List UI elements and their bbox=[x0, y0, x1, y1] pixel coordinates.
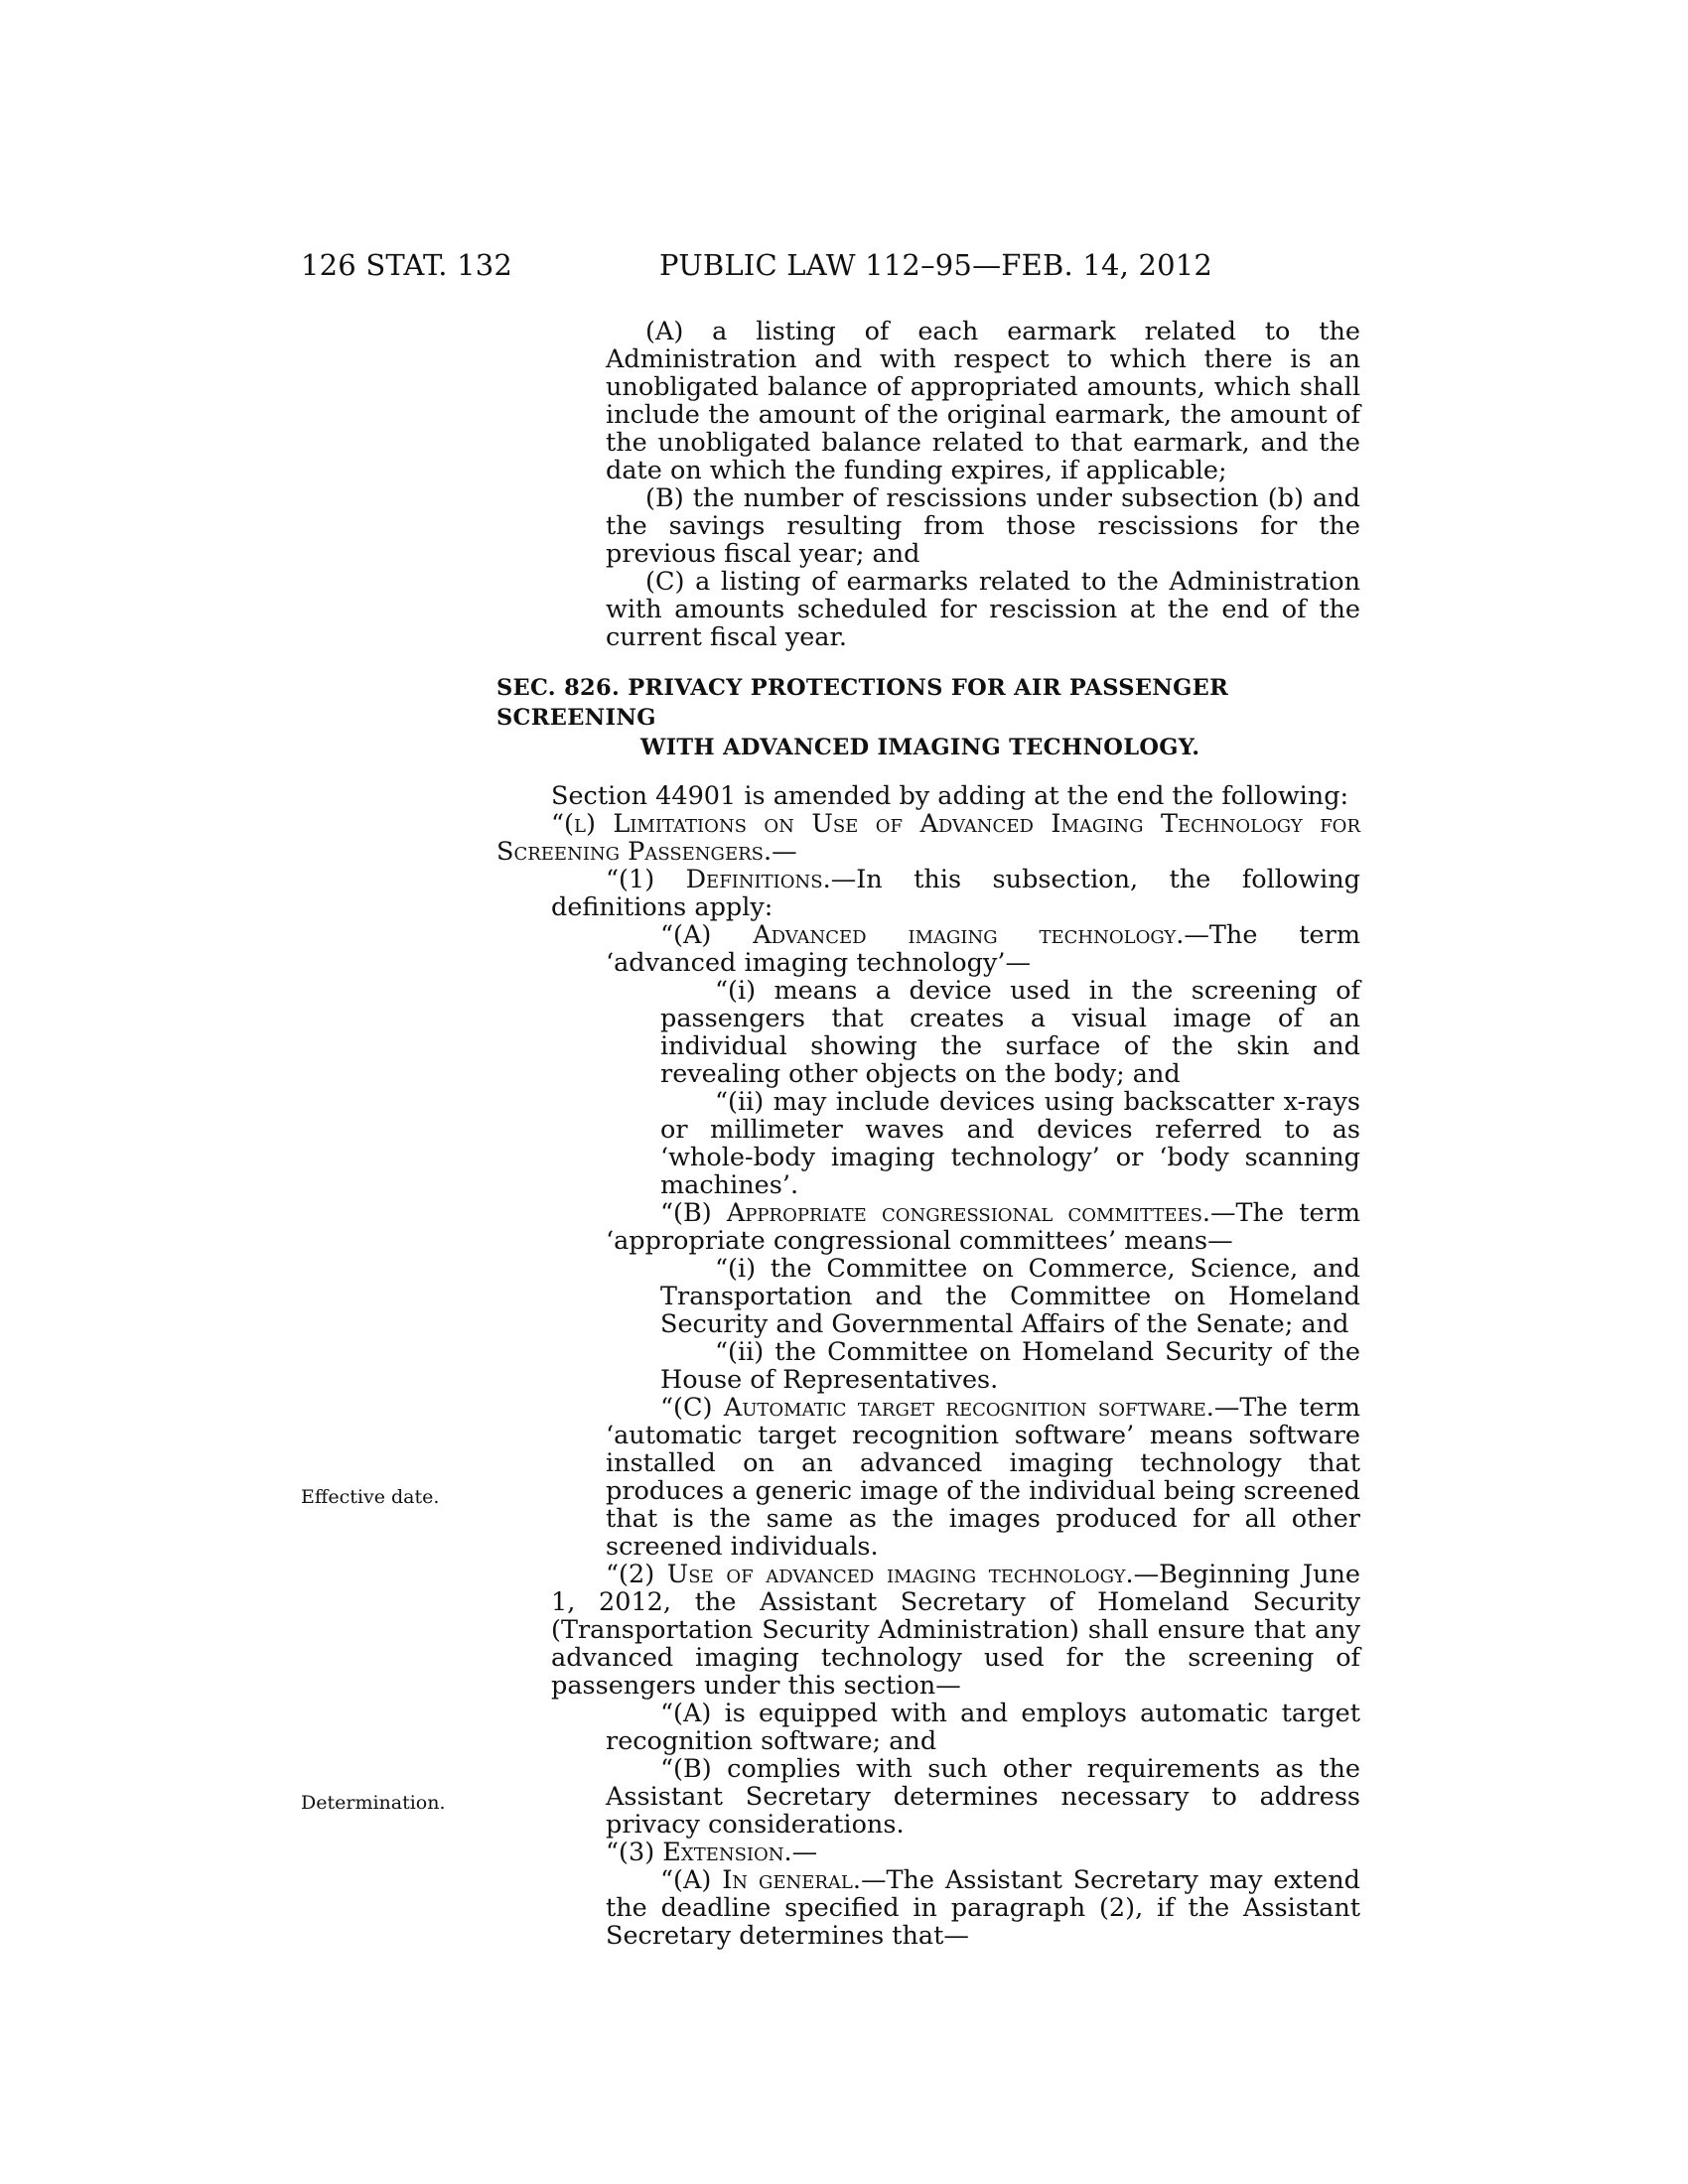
paragraph-3-item-a-heading: “(A) In general. bbox=[660, 1865, 861, 1895]
paragraph-2-heading: “(2) Use of advanced imaging technology. bbox=[606, 1560, 1134, 1589]
list-item-c: (C) a listing of earmarks related to the Administration with amounts scheduled for rescission at the end of the current fiscal year. bbox=[606, 567, 1360, 652]
definition-b-clause-i: “(i) the Committee on Commerce, Science, and Transportation and the Committee on Homeland Security and Governmental Affairs of the Senate; and bbox=[660, 1254, 1360, 1339]
paragraph-2-item-b: “(B) complies with such other requirements as the Assistant Secretary determines necessary to address privacy considerations. bbox=[606, 1754, 1360, 1840]
paragraph-2-item-a: “(A) is equipped with and employs automatic target recognition software; and bbox=[606, 1699, 1360, 1756]
list-item-a: (A) a listing of each earmark related to the Administration and with respect to which there is an unobligated balance of appropriated amounts, which shall include the amount of the original earmark, the amount of the unobligated balance related to that earmark, and the date on which the funding expires, if applicable; bbox=[606, 317, 1360, 485]
paragraph-1 bbox=[551, 866, 1360, 921]
statute-page-number: 126 STAT. 132 bbox=[301, 248, 513, 282]
document-body bbox=[496, 318, 1360, 1950]
definition-a bbox=[606, 921, 1360, 977]
section-intro: Section 44901 is amended by adding at the end the following: bbox=[551, 781, 1349, 811]
definition-c-text: —The term ‘automatic target recognition software’ means software installed on an advanced imaging technology that produces a generic image of the individual being screened that is the same as the images produced for all other screened individuals. bbox=[606, 1393, 1360, 1562]
section-heading-line2: WITH ADVANCED IMAGING TECHNOLOGY. bbox=[640, 735, 1200, 760]
definition-a-clause-ii: “(ii) may include devices using backscatter x-rays or millimeter waves and devices referred to as ‘whole-body imaging technology’ or ‘body scanning machines’. bbox=[660, 1087, 1360, 1200]
definition-b-heading: “(B) Appropriate congressional committees. bbox=[660, 1198, 1211, 1228]
paragraph-3-item-a-text: —The Assistant Secretary may extend the deadline specified in paragraph (2), if the Assistant Secretary determines that— bbox=[606, 1865, 1360, 1951]
paragraph-2 bbox=[551, 1561, 1360, 1700]
paragraph-3-item-a bbox=[606, 1866, 1360, 1950]
running-header: PUBLIC LAW 112–95—FEB. 14, 2012 bbox=[659, 248, 1213, 282]
margin-note-effective-date: Effective date. bbox=[301, 1486, 440, 1508]
paragraph-1-heading: “(1) Definitions. bbox=[606, 865, 831, 894]
definition-a-clause-i: “(i) means a device used in the screening of passengers that creates a visual image of an individual showing the surface of the skin and revealing other objects on the body; and bbox=[660, 976, 1360, 1089]
list-item-b: (B) the number of rescissions under subsection (b) and the savings resulting from those rescissions for the previous fiscal year; and bbox=[606, 483, 1360, 569]
definition-b-text: —The term ‘appropriate congressional committees’ means— bbox=[606, 1198, 1360, 1256]
definition-b bbox=[606, 1199, 1360, 1255]
paragraph-3 bbox=[551, 1839, 1360, 1866]
section-heading bbox=[496, 673, 1360, 762]
definition-b-clause-ii: “(ii) the Committee on Homeland Security of the House of Representatives. bbox=[660, 1337, 1360, 1395]
section-heading-line1: SEC. 826. PRIVACY PROTECTIONS FOR AIR PASSENGER SCREENING bbox=[496, 675, 1229, 731]
subsection-heading-text: “(l) Limitations on Use of Advanced Imaging Technology for Screening Passengers.— bbox=[496, 809, 1360, 867]
definition-c bbox=[606, 1394, 1360, 1561]
subsection-heading bbox=[496, 810, 1360, 866]
paragraph-2-text: —Beginning June 1, 2012, the Assistant Secretary of Homeland Security (Transportation Security Administration) shall ensure that any advanced imaging technology used for the screening of passengers under this section— bbox=[551, 1560, 1361, 1701]
definition-a-heading: “(A) Advanced imaging technology. bbox=[660, 920, 1185, 950]
definition-c-heading: “(C) Automatic target recognition software. bbox=[660, 1393, 1214, 1423]
definition-a-text: —The term ‘advanced imaging technology’— bbox=[606, 920, 1361, 978]
paragraph-3-heading: “(3) Extension.— bbox=[606, 1838, 818, 1867]
margin-note-determination: Determination. bbox=[301, 1792, 446, 1814]
paragraph-1-text: —In this subsection, the following definitions apply: bbox=[551, 865, 1360, 922]
